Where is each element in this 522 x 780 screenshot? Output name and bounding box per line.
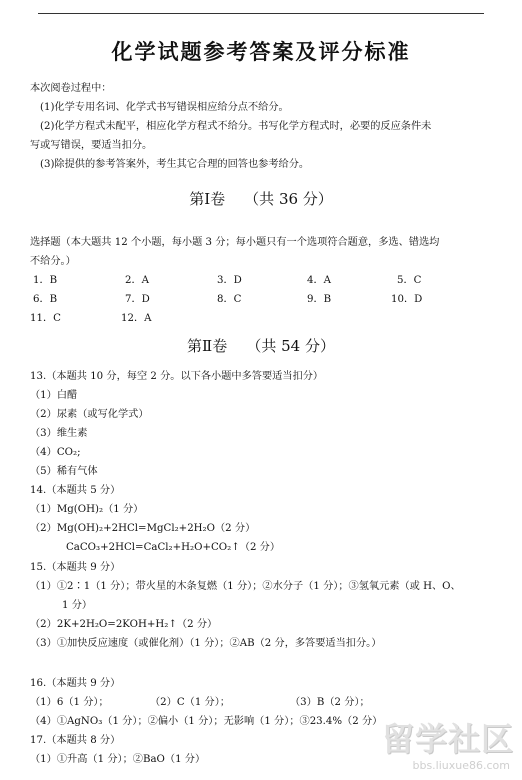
q16-answer-1: （1）6（1 分）；	[30, 697, 109, 708]
section-1-title: 第Ⅰ卷 （共 36 分）	[189, 190, 333, 208]
intro-rule-1: (1)化学专用名词、化学式书写错误相应给分点不给分。	[40, 102, 289, 113]
q16-heading: 16.（本题共 9 分）	[30, 678, 121, 689]
q15-heading: 15.（本题共 9 分）	[30, 562, 121, 573]
q16-answer-3: （3）B（2 分）；	[290, 697, 370, 708]
q15-answer-1b: 1 分）	[62, 600, 93, 611]
section-2-title: 第Ⅱ卷 （共 54 分）	[187, 337, 335, 355]
q13-answer-1: （1）白醋	[30, 390, 78, 401]
answer-item: 7．D	[125, 294, 150, 305]
watermark-logo-text: 留学社区	[381, 720, 514, 758]
watermark-url: bbs.liuxue86.com	[412, 759, 510, 772]
site-watermark	[364, 714, 514, 772]
q14-answer-1: （1）Mg(OH)₂（1 分）	[30, 504, 144, 515]
q15-answer-2: （2）2K+2H₂O=2KOH+H₂↑（2 分）	[30, 619, 218, 630]
q16-answer-4: （4）①AgNO₃（1 分）；②偏小（1 分）；无影响（1 分）；③23.4%（2 分）	[30, 716, 383, 727]
q14-answer-3: CaCO₃+2HCl=CaCl₂+H₂O+CO₂↑（2 分）	[66, 542, 281, 553]
q17-answer-1: （1）①升高（1 分）；②BaO（1 分）	[30, 754, 206, 765]
page-title: 化学试题参考答案及评分标准	[111, 40, 411, 64]
section-1-desc-a: 选择题（本大题共 12 个小题，每小题 3 分；每小题只有一个选项符合题意，多选、错选均	[30, 237, 440, 248]
answer-item: 1．B	[33, 275, 58, 286]
intro-rule-2a: (2)化学方程式未配平，相应化学方程式不给分。书写化学方程式时，必要的反应条件未	[40, 121, 432, 132]
q13-answer-5: （5）稀有气体	[30, 466, 98, 477]
q14-answer-2: （2）Mg(OH)₂+2HCl=MgCl₂+2H₂O（2 分）	[30, 523, 256, 534]
answer-item: 12．A	[121, 313, 152, 324]
q15-answer-3: （3）①加快反应速度（或催化剂）（1 分）；②AB（2 分，多答要适当扣分。）	[30, 638, 382, 649]
answer-item: 3．D	[217, 275, 242, 286]
answer-item: 11．C	[30, 313, 61, 324]
intro-rule-3: (3)除提供的参考答案外，考生其它合理的回答也参考给分。	[40, 159, 310, 170]
q14-heading: 14.（本题共 5 分）	[30, 485, 121, 496]
q13-answer-3: （3）维生素	[30, 428, 88, 439]
answer-item: 5．C	[397, 275, 422, 286]
q15-answer-1a: （1）①2∶1（1 分）；带火星的木条复燃（1 分）；②水分子（1 分）；③氢氧元素（或 H、O、	[30, 581, 461, 592]
q13-answer-4: （4）CO₂;	[30, 447, 81, 458]
intro-rule-2b: 写或写错误，要适当扣分。	[30, 140, 153, 151]
answer-item: 4．A	[307, 275, 332, 286]
answer-item: 6．B	[33, 294, 58, 305]
answer-item: 10．D	[391, 294, 423, 305]
answer-item: 9．B	[307, 294, 332, 305]
q13-heading: 13.（本题共 10 分，每空 2 分。以下各小题中多答要适当扣分）	[30, 371, 324, 382]
intro-heading: 本次阅卷过程中：	[30, 83, 112, 94]
q16-answer-2: （2）C（1 分）；	[150, 697, 231, 708]
section-1-desc-b: 不给分。）	[30, 256, 76, 267]
q13-answer-2: （2）尿素（或写化学式）	[30, 409, 149, 420]
header-rule	[38, 13, 484, 14]
answer-item: 2．A	[125, 275, 150, 286]
answer-item: 8．C	[217, 294, 242, 305]
q17-heading: 17.（本题共 8 分）	[30, 735, 121, 746]
